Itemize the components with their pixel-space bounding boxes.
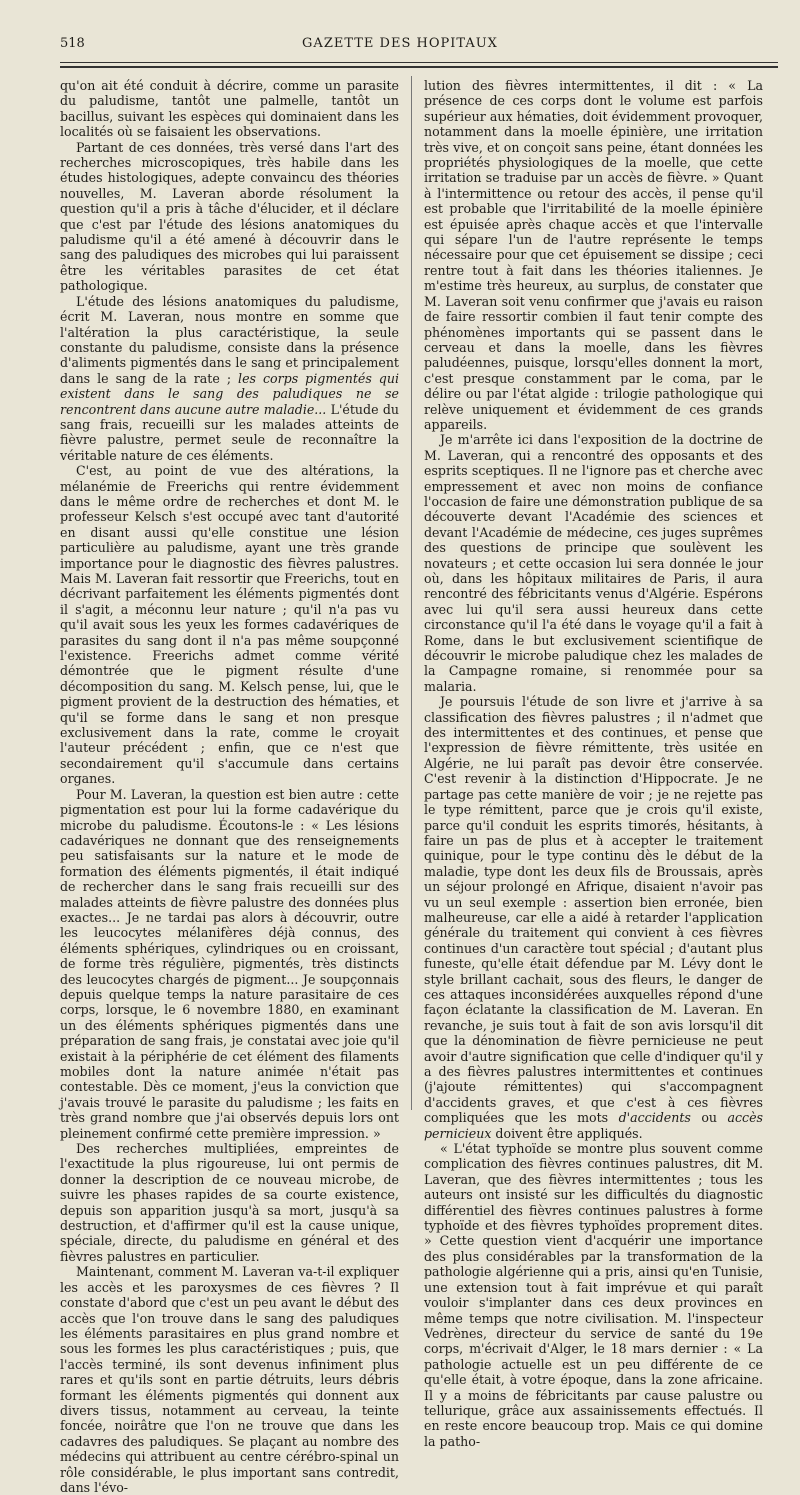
column-divider (411, 76, 412, 1110)
paragraph: qu'on ait été conduit à décrire, comme un parasite du paludisme, tantôt une palmelle, tantôt un bacillus, suivant les espèces qui dominaient dans les localités où se faisaient les observations. (60, 78, 399, 140)
header-rule-thin (60, 62, 778, 63)
paragraph (424, 694, 763, 1141)
paragraph: Des recherches multipliées, empreintes de l'exactitude la plus rigoureuse, lui ont permis de donner la description de ce nouveau microbe, de suivre les phases rapides de sa courte existence, depuis son apparition jusqu'à sa mort, jusqu'à sa destruction, et d'affirmer qu'il est la cause unique, spéciale, directe, du paludisme en général et des fièvres palustres en particulier. (60, 1141, 399, 1264)
italic-text: accès pernicieux (424, 1110, 763, 1141)
italic-text: les corps pigmentés qui existent dans le sang des paludiques ne se rencontrent dans aucune autre maladie... (60, 370, 399, 417)
page-number: 518 (60, 36, 85, 51)
running-title: GAZETTE DES HOPITAUX (302, 36, 498, 51)
italic-text: d'accidents (618, 1110, 691, 1126)
paragraph: C'est, au point de vue des altérations, la mélanémie de Freerichs qui rentre évidemment dans le même ordre de recherches et dont M. le professeur Kelsch s'est occupé avec tant d'autorité en disant aussi qu'elle constitue une lésion particulière au paludisme, ayant une très grande importance pour le diagnostic des fièvres palustres. Mais M. Laveran fait ressortir que Freerichs, tout en décrivant parfaitement les éléments pigmentés dont il s'agit, a méconnu leur nature ; qu'il n'a pas vu qu'il avait sous les yeux les formes cadavériques de parasites du sang dont il n'a pas même soupçonné l'existence. Freerichs admet comme vérité démontrée que le pigment résulte d'une décomposition du sang. M. Kelsch pense, lui, que le pigment provient de la destruction des hématies, et qu'il se forme dans le sang et non presque exclusivement dans la rate, comme le croyait l'auteur précédent ; enfin, que ce n'est que secondairement qu'il s'accumule dans certains organes. (60, 463, 399, 787)
text-run: Je poursuis l'étude de son livre et j'arrive à sa classification des fièvres palustres ; il n'admet que des intermittentes et des continues, et pense que l'expression de fièvre rémittente, très usitée en Algérie, ne lui paraît pas devoir être conservée. C'est revenir à la distinction d'Hippocrate. Je ne partage pas cette manière de voir ; je ne rejette pas le type rémittent, parce que je crois qu'il existe, parce qu'il conduit les esprits timorés, hésitants, à faire un pas de plus et à accepter le traitement quinique, pour le type continu dès le début de la maladie, type dont les deux fils de Broussais, après un séjour prolongé en Afrique, disaient n'avoir pas vu un seul exemple : assertion bien erronée, bien malheureuse, car elle a aidé à retarder l'application générale du traitement qui convient à ces fièvres continues d'un caractère tout spécial ; d'autant plus funeste, qu'elle était défendue par M. Lévy dont le style brillant cachait, sous des fleurs, le danger de ces attaques inconsidérées auxquelles répond d'une façon éclatante la classification de M. Laveran. En revanche, je suis tout à fait de son avis lorsqu'il dit que la dénomination de fièvre pernicieuse ne peut avoir d'autre signification que celle d'indiquer qu'il y a des fièvres palustres intermittentes et continues (j'ajoute rémittentes) qui s'accompagnent d'accidents graves, et que c'est à ces fièvres compliquées que les mots (424, 694, 763, 1126)
paragraph: Partant de ces données, très versé dans l'art des recherches microscopiques, très habile dans les études histologiques, adepte convaincu des théories nouvelles, M. Laveran aborde résolument la question qu'il a pris à tâche d'élucider, et il déclare que c'est par l'étude des lésions anatomiques du paludisme qu'il a été amené à découvrir dans le sang des paludiques des microbes qui lui paraissent être les véritables parasites de cet état pathologique. (60, 139, 399, 294)
left-column (60, 78, 399, 1495)
paragraph: Pour M. Laveran, la question est bien autre : cette pigmentation est pour lui la forme cadavérique du microbe du paludisme. Écoutons-le : « Les lésions cadavériques ne donnant que des renseignements peu satisfaisants sur la nature et le mode de formation des éléments pigmentés, il était indiqué de rechercher dans le sang frais recueilli sur des malades atteints de fièvre palustre des données plus exactes... Je ne tardai pas alors à découvrir, outre les leucocytes mélanifères déjà connus, des éléments sphériques, cylindriques ou en croissant, de forme très régulière, pigmentés, très distincts des leucocytes chargés de pigment... Je soupçonnais depuis quelque temps la nature parasitaire de ces corps, lorsque, le 6 novembre 1880, en examinant un des éléments sphériques pigmentés dans une préparation de sang frais, je constatai avec joie qu'il existait à la périphérie de cet élément des filaments mobiles dont la nature animée n'était pas contestable. Dès ce moment, j'eus la conviction que j'avais trouvé le parasite du paludisme ; les faits en très grand nombre que j'ai observés depuis lors ont pleinement confirmé cette première impression. » (60, 786, 399, 1141)
paragraph (60, 294, 399, 463)
page-header (0, 36, 800, 56)
right-column (424, 78, 763, 1449)
text-run: L'étude du sang frais, recueilli sur les malades atteints de fièvre palustre, permet seule de reconnaître la véritable nature de ces éléments. (60, 401, 399, 463)
text-run: doivent être appliqués. (491, 1125, 643, 1141)
paragraph: lution des fièvres intermittentes, il dit : « La présence de ces corps dont le volume est parfois supérieur aux hématies, doit évidemment provoquer, notamment dans la moelle épinière, une irritation très vive, et on conçoit sans peine, étant données les propriétés physiologiques de la moelle, que cette irritation se traduise par un accès de fièvre. » Quant à l'intermittence ou retour des accès, il pense qu'il est probable que l'irritabilité de la moelle épinière est épuisée après chaque accès et que l'intervalle qui sépare l'un de l'autre représente le temps nécessaire pour que cet épuisement se dissipe ; ceci rentre tout à fait dans les théories italiennes. Je m'estime très heureux, au surplus, de constater que M. Laveran soit venu confirmer que j'avais eu raison de faire ressortir combien il faut tenir compte des phénomènes importants qui se passent dans le cerveau et dans la moelle, dans les fièvres paludéennes, puisque, lorsqu'elles donnent la mort, c'est presque constamment par le coma, par le délire ou par l'état algide : trilogie pathologique qui relève uniquement et évidemment de ces grands appareils. (424, 78, 763, 432)
text-run: ou (690, 1110, 728, 1126)
text-run: L'étude des lésions anatomiques du paludisme, écrit M. Laveran, nous montre en somme que l'altération la plus caractéristique, la seule constante du paludisme, consiste dans la présence d'aliments pigmentés dans le sang et principalement dans le sang de la rate ; (60, 293, 399, 386)
paragraph: Maintenant, comment M. Laveran va-t-il expliquer les accès et les paroxysmes de ces fièvres ? Il constate d'abord que c'est un peu avant le début des accès que l'on trouve dans le sang des paludiques les éléments parasitaires en plus grand nombre et sous les formes les plus caractéristiques ; puis, que l'accès terminé, ils sont devenus infiniment plus rares et qu'ils sont en partie détruits, leurs débris formant les éléments pigmentés qui donnent aux divers tissus, notamment au cerveau, la teinte foncée, noirâtre que l'on ne trouve que dans les cadavres des paludiques. Se plaçant au nombre des médecins qui attribuent au centre cérébro-spinal un rôle considérable, le plus important sans contredit, dans l'évo- (60, 1264, 399, 1495)
paragraph: « L'état typhoïde se montre plus souvent comme complication des fièvres continues palustres, dit M. Laveran, que des fièvres intermittentes ; tous les auteurs ont insisté sur les difficultés du diagnostic différentiel des fièvres continues palustres à forme typhoïde et des fièvres typhoïdes proprement dites. » Cette question vient d'acquérir une importance des plus considérables par la transformation de la pathologie algérienne qui a pris, ainsi qu'en Tunisie, une extension tout à fait imprévue et qui paraît vouloir s'implanter dans ces deux provinces en même temps que notre civilisation. M. l'inspecteur Vedrènes, directeur du service de santé du 19e corps, m'écrivait d'Alger, le 18 mars dernier : « La pathologie actuelle est un peu différente de ce qu'elle était, à votre époque, dans la zone africaine. Il y a moins de fébricitants par cause palustre ou tellurique, grâce aux assainissements effectués. Il en reste encore beaucoup trop. Mais ce qui domine la patho- (424, 1141, 763, 1449)
header-rule-thick (60, 66, 778, 68)
paragraph: Je m'arrête ici dans l'exposition de la doctrine de M. Laveran, qui a rencontré des opposants et des esprits sceptiques. Il ne l'ignore pas et cherche avec empressement et avec non moins de confiance l'occasion de faire une démonstration publique de sa découverte devant l'Académie des sciences et devant l'Académie de médecine, ces juges suprêmes des questions de principe que soulèvent les novateurs ; et cette occasion lui sera donnée le jour où, dans les hôpitaux militaires de Paris, il aura rencontré des fébricitants venus d'Algérie. Espérons avec lui qu'il sera aussi heureux dans cette circonstance qu'il l'a été dans le voyage qu'il a fait à Rome, dans le but exclusivement scientifique de découvrir le microbe paludique chez les malades de la Campagne romaine, si renommée pour sa malaria. (424, 432, 763, 694)
